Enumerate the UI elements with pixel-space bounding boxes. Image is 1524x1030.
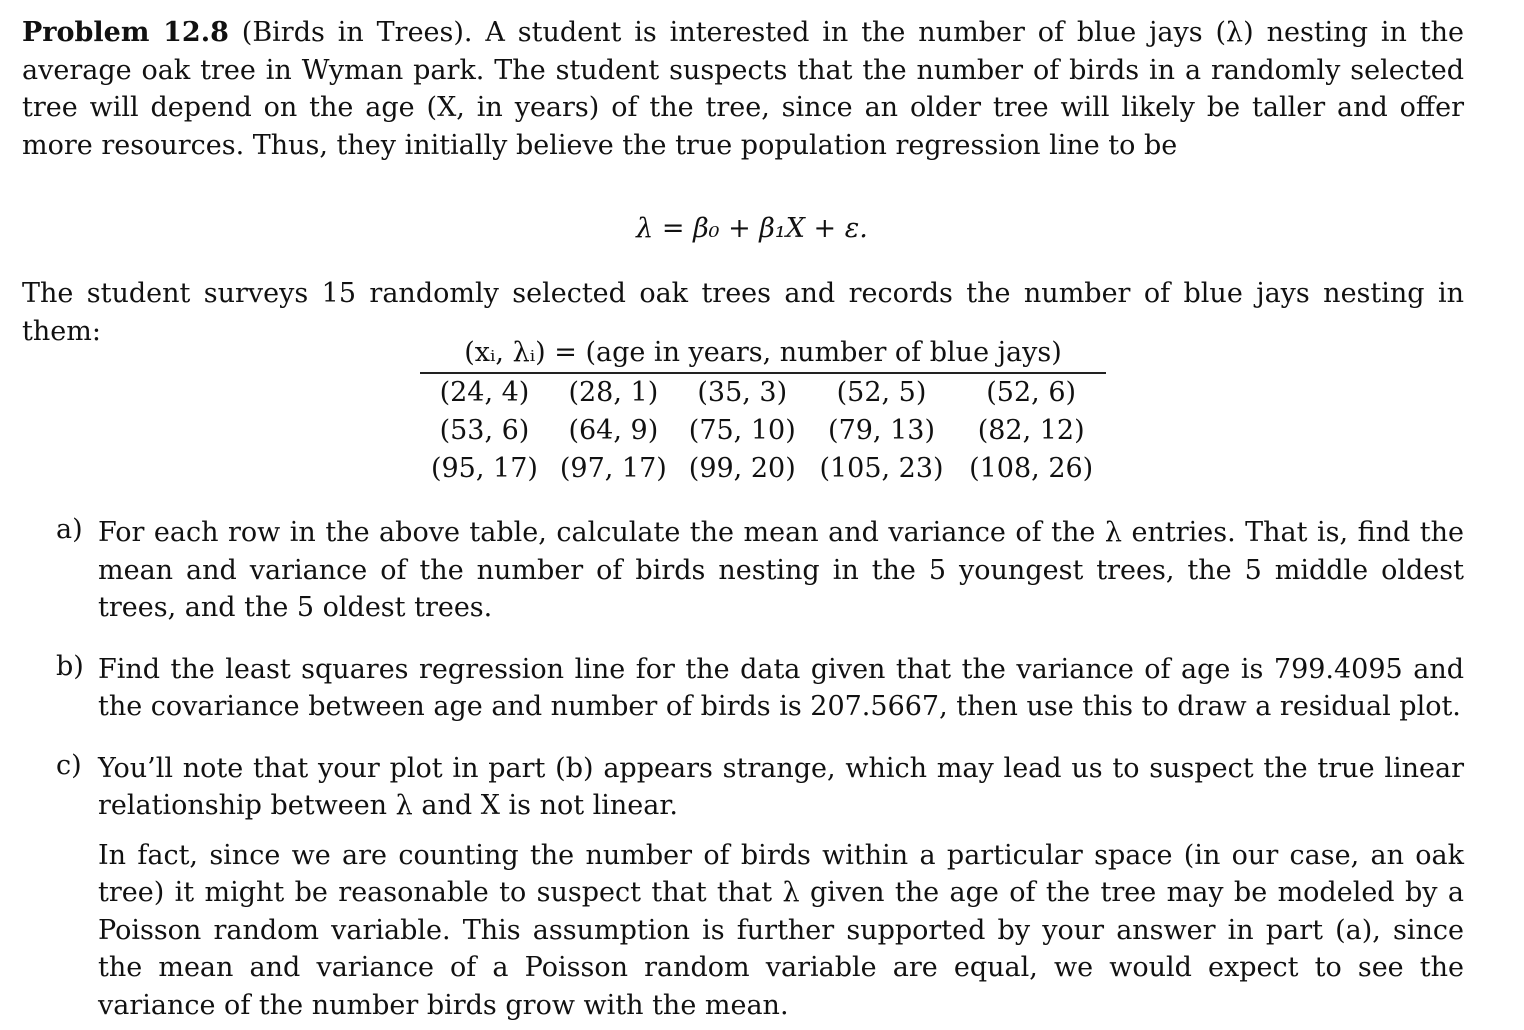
part-text: For each row in the above table, calculate the mean and variance of the λ entries. That is, find the mean and variance of the number of birds nesting in the 5 youngest trees, the 5 middle oldest trees, and the 5 oldest trees.	[98, 517, 1464, 623]
part-text: Find the least squares regression line for the data given that the variance of age is 799.4095 and the covariance between age and number of birds is 207.5667, then use this to draw a residual plot.	[98, 653, 1464, 722]
table-row	[420, 450, 1106, 488]
data-grid	[420, 374, 1106, 488]
problem-subtitle: (Birds in Trees).	[241, 17, 473, 48]
table-cell: (75, 10)	[688, 415, 796, 446]
table-row	[420, 374, 1106, 412]
part-label: c)	[56, 749, 82, 781]
part-text: In fact, since we are counting the number of birds within a particular space (in our case, an oak tree) it might be reasonable to suspect that that λ given the age of the tree may be modeled by a Poisson random variable. This assumption is further supported by your answer in part (a), since the mean and variance of a Poisson random variable are equal, we would expect to see the variance of the number birds grow with the mean.	[98, 839, 1464, 1021]
data-table	[420, 334, 1106, 488]
table-cell: (105, 23)	[819, 453, 944, 484]
table-cell: (108, 26)	[969, 453, 1094, 484]
table-cell: (79, 13)	[828, 415, 935, 446]
regression-equation: λ = β₀ + β₁X + ε.	[636, 213, 868, 244]
table-cell: (28, 1)	[568, 377, 659, 408]
survey-text: The student surveys 15 randomly selected oak trees and records the number of blue jays nesting in them:	[22, 278, 1464, 347]
table-cell: (97, 17)	[559, 453, 667, 484]
table-cell: (24, 4)	[439, 377, 530, 408]
table-cell: (99, 20)	[688, 453, 796, 484]
table-cell: (95, 17)	[430, 453, 538, 484]
table-cell: (35, 3)	[697, 377, 788, 408]
table-cell: (52, 6)	[986, 377, 1077, 408]
table-cell: (53, 6)	[439, 415, 530, 446]
part-label: a)	[56, 514, 83, 545]
problem-document	[22, 14, 1465, 1021]
table-cell: (64, 9)	[568, 415, 659, 446]
table-cell: (82, 12)	[977, 415, 1085, 446]
problem-parts	[22, 514, 1464, 1024]
part-b	[22, 651, 1464, 726]
problem-intro	[22, 14, 1464, 164]
part-c	[22, 750, 1464, 1025]
part-a	[22, 514, 1464, 627]
problem-title: Problem 12.8	[22, 17, 229, 48]
part-text: You’ll note that your plot in part (b) appears strange, which may lead us to suspect the true linear relationship between λ and X is not linear.	[98, 752, 1464, 821]
table-row	[420, 412, 1106, 450]
part-label: b)	[56, 650, 84, 682]
table-header: (xᵢ, λᵢ) = (age in years, number of blue jays)	[464, 337, 1062, 368]
problem-intro-text: A student is interested in the number of blue jays (λ) nesting in the average oak tree in Wyman park. The student suspects that the number of birds in a randomly selected tree will depend on the age (X, in years) of the tree, since an older tree will likely be taller and offer more resources. Thus, they initially believe the true population regression line to be	[22, 17, 1465, 161]
table-cell: (52, 5)	[836, 377, 927, 408]
